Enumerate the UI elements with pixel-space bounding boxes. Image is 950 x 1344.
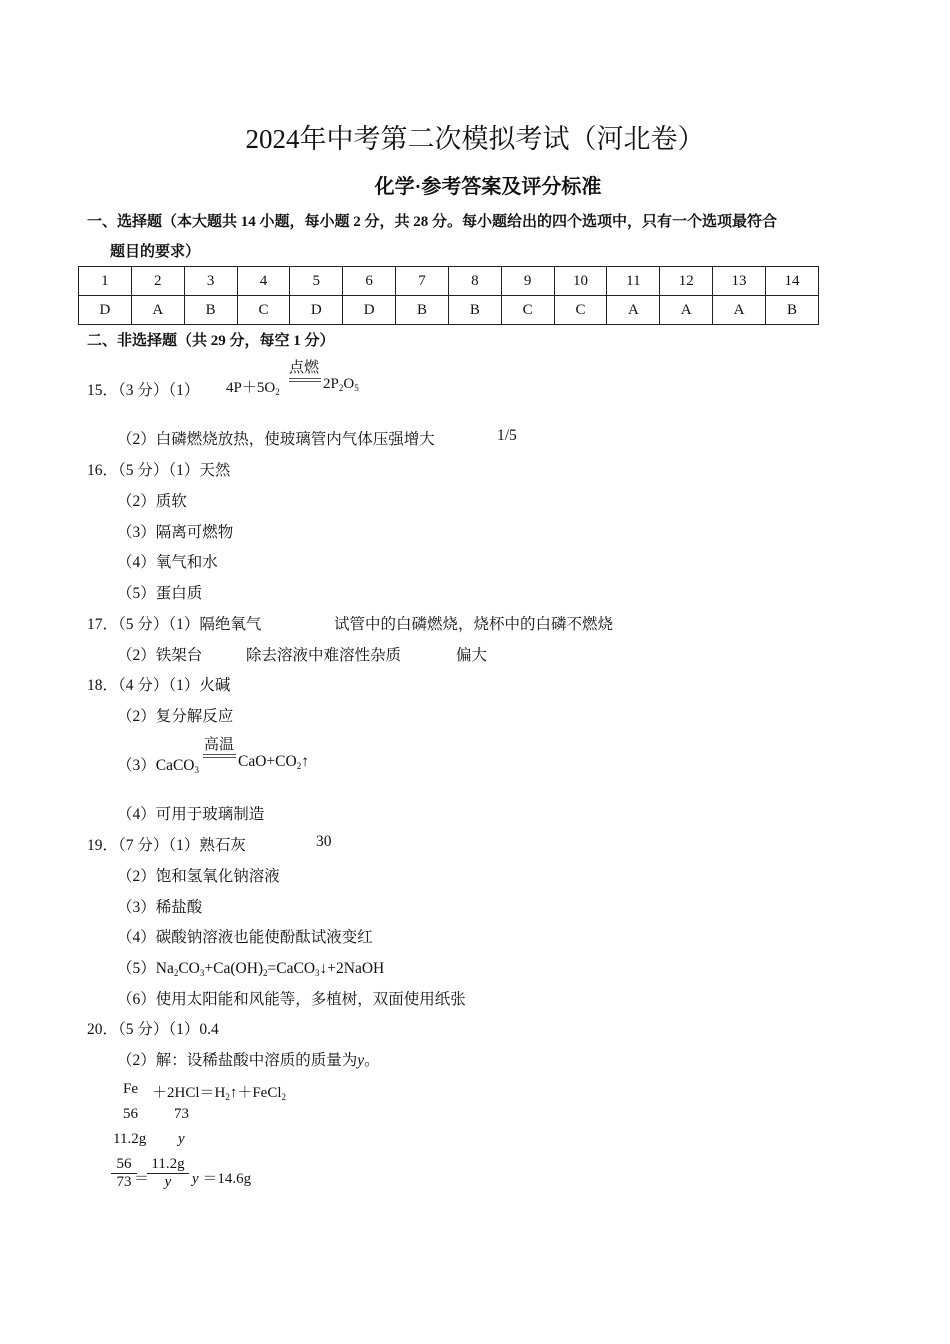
q20-mass-fe: 56 [123,1106,138,1122]
question-number-cell: 5 [290,267,343,296]
q19-answer-2: （2）饱和氢氧化钠溶液 [117,868,280,885]
q15-prefix: 15．（3 分）（1） [87,382,200,399]
q18-equation-right: $CaO+CO_2↑$ [238,753,309,771]
q18-equation-left: （3）CaCO$_3$ [117,757,200,775]
question-number-cell: 14 [765,267,818,296]
q16-answer-4: （4）氧气和水 [117,554,218,571]
q20-answer-2: （2）解：设稀盐酸中溶质的质量为y。 [117,1052,380,1069]
q17-answer-1: 17．（5 分）（1）隔绝氧气 [87,616,262,633]
q20-fraction-2-numerator: 11.2g [147,1156,189,1174]
section1-heading: 一、选择题（本大题共 14 小题，每小题 2 分，共 28 分。每小题给出的四个选项中，只有一个选项最符合 [87,214,778,230]
question-number-cell: 13 [713,267,766,296]
q15-condition: 点燃 [288,360,319,376]
answer-cell: C [554,296,607,325]
q18-equals-sign [203,754,236,758]
answer-cell: A [607,296,660,325]
answer-cell: D [343,296,396,325]
question-number-cell: 1 [79,267,132,296]
page-title: 2024年中考第二次模拟考试（河北卷） [245,124,705,154]
answer-cell: A [660,296,713,325]
q18-condition: 高温 [203,737,234,753]
answer-table [78,266,819,325]
q15-answer-2: （2）白磷燃烧放热，使玻璃管内气体压强增大 [117,431,435,448]
q18-answer-1: 18．（4 分）（1）火碱 [87,677,231,694]
q15-answer-3: 1/5 [497,427,517,444]
q20-fraction-1-numerator: 56 [111,1156,137,1174]
q19-answer-1b: 30 [316,833,332,850]
q17-answer-4: 除去溶液中难溶性杂质 [246,647,402,664]
section2-heading: 二、非选择题（共 29 分，每空 1 分） [87,333,335,349]
q19-answer-4: （4）碳酸钠溶液也能使酚酞试液变红 [117,929,373,946]
answer-cell: C [237,296,290,325]
answer-cell: D [290,296,343,325]
q20-answer-1: 20．（5 分）（1）0.4 [87,1021,219,1038]
answer-cell: B [184,296,237,325]
q20-equation-fe: Fe [123,1081,138,1097]
q16-answer-2: （2）质软 [117,493,187,510]
q17-answer-5: 偏大 [456,647,488,664]
section1-heading-cont: 题目的要求） [110,244,201,260]
answer-cell: C [501,296,554,325]
answer-table-answer-row [79,296,819,325]
answer-cell: D [79,296,132,325]
q20-fraction-1-denominator: 73 [116,1174,132,1190]
question-number-cell: 4 [237,267,290,296]
q20-fraction-2-denominator: y [164,1174,172,1190]
q20-fraction-2 [147,1156,189,1191]
q17-answer-2: 试管中的白磷燃烧，烧杯中的白磷不燃烧 [334,616,614,633]
page-subtitle: 化学·参考答案及评分标准 [374,176,602,198]
q20-unknown: y [178,1131,185,1147]
question-number-cell: 6 [343,267,396,296]
answer-cell: B [396,296,449,325]
q16-answer-3: （3）隔离可燃物 [117,524,234,541]
q18-answer-2: （2）复分解反应 [117,708,234,725]
q19-answer-3: （3）稀盐酸 [117,899,203,916]
q20-mass-hcl: 73 [174,1106,189,1122]
answer-cell: A [131,296,184,325]
answer-cell: A [713,296,766,325]
question-number-cell: 9 [501,267,554,296]
q20-equation-rest: $+2HCl=H_2↑+FeCl_2$ [152,1085,287,1102]
question-number-cell: 12 [660,267,713,296]
q17-answer-3: （2）铁架台 [117,647,203,664]
q19-answer-6: （6）使用太阳能和风能等，多植树，双面使用纸张 [117,991,466,1008]
question-number-cell: 3 [184,267,237,296]
q19-answer-5: $(5)Na_2CO_3+Ca(OH)_2=CaCO_3↓+2NaOH$ [117,960,385,978]
q15-equation-right: $2P_2O_5$ [323,376,359,393]
question-number-cell: 10 [554,267,607,296]
question-number-cell: 7 [396,267,449,296]
q16-answer-1: 16．（5 分）（1）天然 [87,462,231,479]
question-number-cell: 11 [607,267,660,296]
q20-equals: ＝ [134,1171,150,1187]
answer-table-number-row [79,267,819,296]
answer-cell: B [448,296,501,325]
q15-equation-left: $4P+5O_2$ [226,380,280,397]
q20-given-mass: 11.2g [113,1131,147,1147]
question-number-cell: 8 [448,267,501,296]
q20-result: y ＝14.6g [192,1171,252,1187]
question-number-cell: 2 [131,267,184,296]
answer-cell: B [765,296,818,325]
q16-answer-5: （5）蛋白质 [117,585,203,602]
q15-equals-sign [289,378,321,382]
q18-answer-4: （4）可用于玻璃制造 [117,806,265,823]
q19-answer-1: 19．（7 分）（1）熟石灰 [87,837,246,854]
